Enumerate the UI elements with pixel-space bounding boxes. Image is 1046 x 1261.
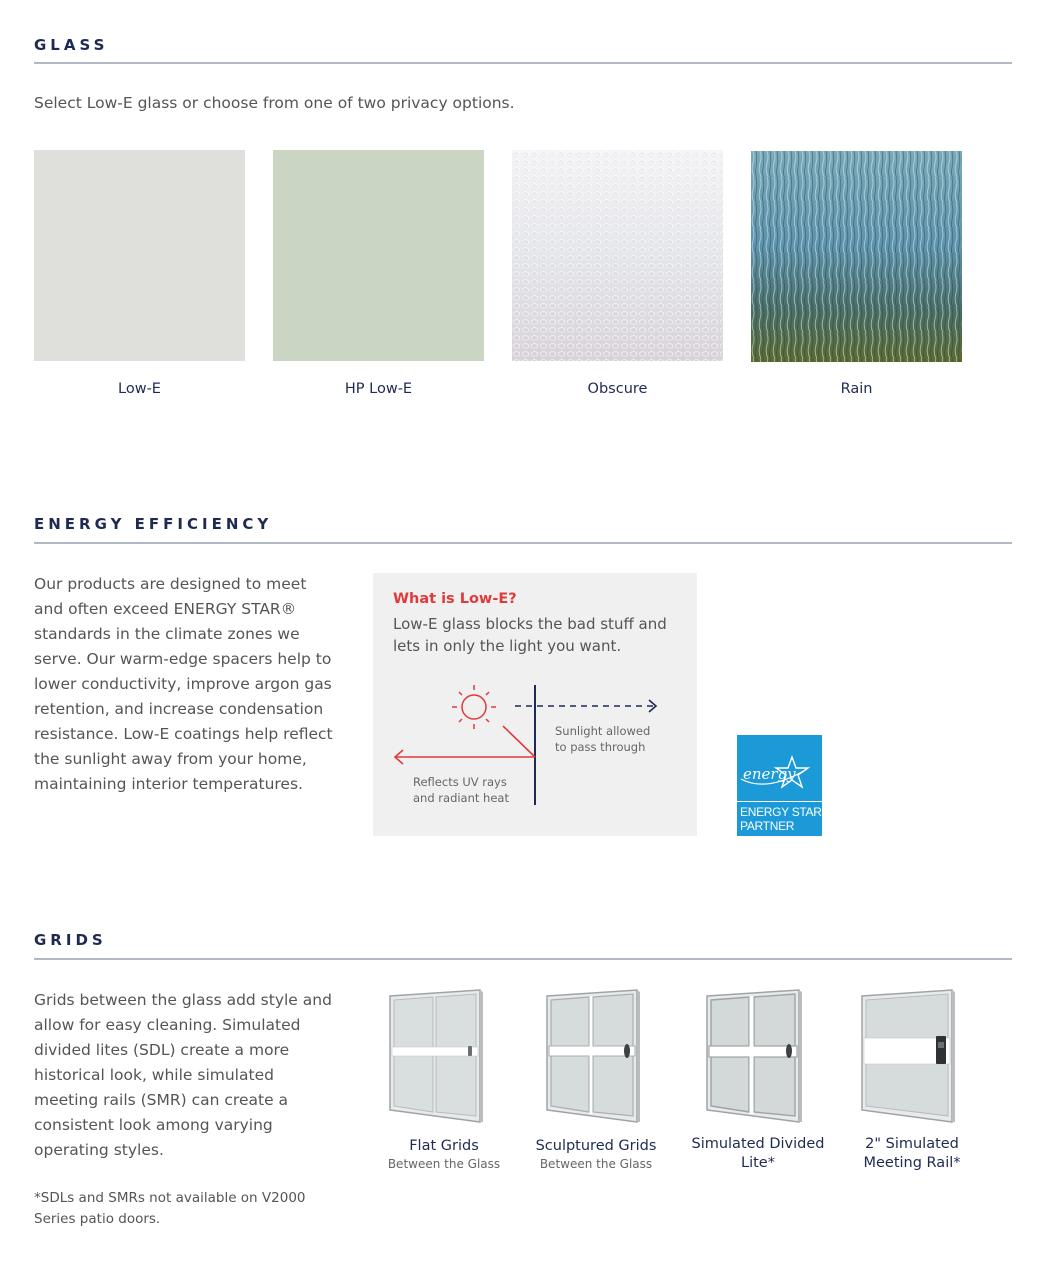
sculptured-grids-subtitle: Between the Glass xyxy=(539,1157,653,1171)
flat-grids-subtitle: Between the Glass xyxy=(387,1157,501,1171)
energy-body: Our products are designed to meet and often exceed ENERGY STAR® standards in the climate zones we serve. Our warm-edge spacers help to lower conductivity, improve argon gas retention, and increase condensation resistance. Low-E coatings help reflect the sunlight away from your home, maintaining interior temperatures. xyxy=(34,575,333,793)
rain-label: Rain xyxy=(840,381,873,397)
low-e-answer: Low-E glass blocks the bad stuff and lets in only the light you want. xyxy=(393,615,667,655)
simulated-divided-lite-title: Simulated Divided Lite* xyxy=(691,1136,825,1171)
simulated-divided-lite-image xyxy=(705,988,815,1124)
flat-grids-image xyxy=(388,988,498,1124)
energy-section-title: ENERGY EFFICIENCY xyxy=(34,515,273,533)
low-e-question: What is Low-E? xyxy=(393,591,517,607)
energy-star-badge xyxy=(737,735,822,836)
low-e-info-card xyxy=(373,573,697,836)
badge-line1: ENERGY STAR xyxy=(740,805,822,819)
sunlight-label: Sunlight allowed to pass through xyxy=(555,724,651,754)
grids-body: Grids between the glass add style and allow for easy cleaning. Simulated divided lites (SDL) create a more historical look, while simulated meeting rails (SMR) can create a consistent look among varying operating styles. xyxy=(34,991,332,1159)
sculptured-grids-title: Sculptured Grids xyxy=(535,1138,657,1154)
grids-footnote: *SDLs and SMRs not available on V2000 Series patio doors. xyxy=(34,1190,306,1227)
low-e-label: Low-E xyxy=(118,381,161,397)
grids-section-title: GRIDS xyxy=(34,931,107,949)
meeting-rail-image xyxy=(860,988,970,1124)
flat-grids-title: Flat Grids xyxy=(409,1138,479,1154)
low-e-swatch[interactable] xyxy=(34,150,245,361)
badge-line2: PARTNER xyxy=(740,819,795,833)
obscure-texture xyxy=(512,150,723,361)
hp-low-e-label: HP Low-E xyxy=(344,381,413,397)
energy-star-logo-icon xyxy=(737,735,822,801)
obscure-label: Obscure xyxy=(587,381,648,397)
sculptured-grids-image xyxy=(545,988,655,1124)
rain-swatch[interactable] xyxy=(751,151,962,362)
sun-icon xyxy=(452,685,496,729)
incoming-ray xyxy=(503,726,535,757)
hp-low-e-swatch[interactable] xyxy=(273,150,484,361)
meeting-rail-title: 2" Simulated Meeting Rail* xyxy=(863,1136,961,1171)
glass-section-title: GLASS xyxy=(34,36,109,54)
energy-script: energy xyxy=(743,765,796,783)
rain-texture xyxy=(751,151,962,362)
reflect-label: Reflects UV rays and radiant heat xyxy=(413,775,509,805)
glass-intro: Select Low-E glass or choose from one of two privacy options. xyxy=(34,94,515,112)
energy-divider xyxy=(34,542,1012,544)
grids-divider xyxy=(34,958,1012,960)
glass-divider xyxy=(34,62,1012,64)
obscure-swatch[interactable] xyxy=(512,150,723,361)
badge-divider xyxy=(737,801,822,802)
